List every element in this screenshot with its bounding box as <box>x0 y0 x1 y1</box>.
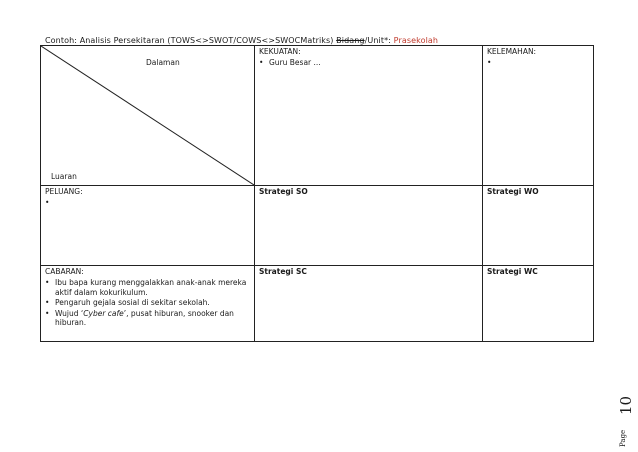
strategy-so-cell <box>255 186 483 266</box>
corner-label-luaran: Luaran <box>51 172 77 181</box>
page-number <box>608 395 638 449</box>
threats-item: • Pengaruh gejala sosial di sekitar sekolah. <box>55 298 250 308</box>
matrix-row-opportunities <box>41 186 594 266</box>
strengths-heading: KEKUATAN: <box>259 47 301 56</box>
page-number-value: 10 <box>617 395 635 415</box>
strategy-wo-cell <box>483 186 594 266</box>
threats-item: • Wujud ‘Cyber cafe’, pusat hiburan, snooker dan hiburan. <box>55 309 250 328</box>
page-word-rotated <box>610 430 629 447</box>
strengths-list <box>259 58 478 68</box>
strategy-so-label: Strategi SO <box>259 187 308 196</box>
weaknesses-heading: KELEMAHAN: <box>487 47 537 56</box>
weaknesses-cell <box>483 46 594 186</box>
threats-list <box>45 278 250 328</box>
strategy-sc-label: Strategi SC <box>259 267 307 276</box>
threats-item-emphasis: Cyber cafe <box>83 308 124 318</box>
title-struck-word: Bidang <box>336 36 365 45</box>
matrix-row-threats <box>41 266 594 342</box>
strategy-wo-label: Strategi WO <box>487 187 539 196</box>
threats-item: • Ibu bapa kurang menggalakkan anak-anak mereka aktif dalam kokurikulum. <box>55 278 250 297</box>
strengths-item: • Guru Besar ... <box>269 58 478 68</box>
page-title <box>45 36 438 45</box>
strategy-wc-label: Strategi WC <box>487 267 538 276</box>
threats-cell <box>41 266 255 342</box>
opportunities-heading: PELUANG: <box>45 187 83 196</box>
matrix-row-header <box>41 46 594 186</box>
page-word: Page <box>619 429 627 447</box>
title-mid: /Unit*: <box>364 36 394 45</box>
strategy-wc-cell <box>483 266 594 342</box>
corner-label-dalaman: Dalaman <box>146 58 180 67</box>
threats-item-start: Wujud <box>55 308 81 318</box>
threats-item-end: ’, pusat hiburan, snooker dan hiburan. <box>55 308 234 327</box>
title-prefix: Contoh: Analisis Persekitaran (TOWS<>SWOT/COWS<>SWOCMatriks) <box>45 36 334 45</box>
strategy-sc-cell <box>255 266 483 342</box>
tows-matrix-table <box>40 45 594 342</box>
title-highlight: Prasekolah <box>393 36 439 45</box>
matrix-corner-cell <box>41 46 255 186</box>
opportunities-cell <box>41 186 255 266</box>
page-number-rotated <box>616 396 635 415</box>
threats-heading: CABARAN: <box>45 267 84 276</box>
strengths-cell <box>255 46 483 186</box>
